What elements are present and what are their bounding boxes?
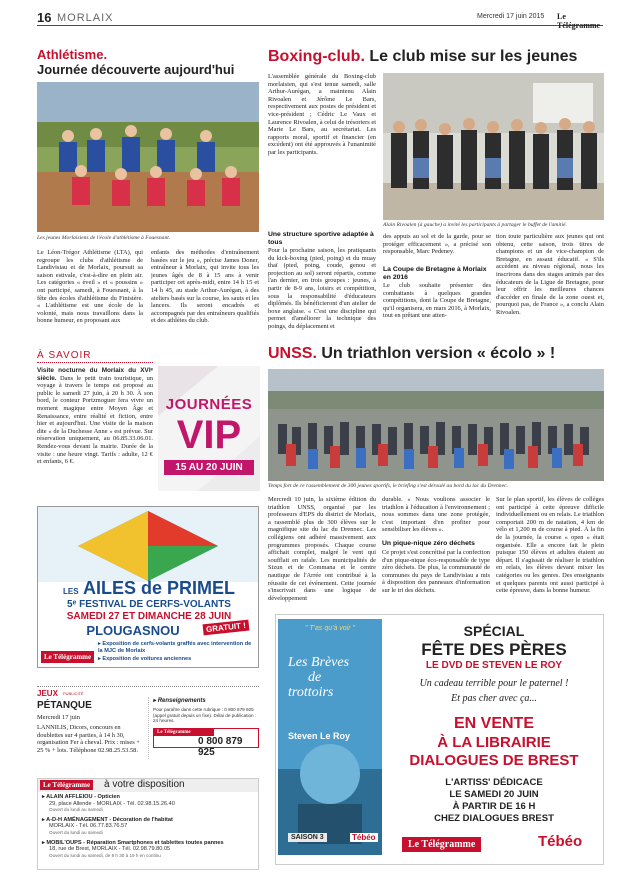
disposition-block: [37, 778, 259, 870]
section-name: MORLAIX: [57, 12, 114, 24]
primel-bullet-1: ▸ Exposition de cerfs-volants graffés avec intervention de la MJC de Morlaix: [98, 641, 252, 654]
disposition-item-hours: Ouvert du lundi au samedi: [49, 807, 103, 813]
boxing-photo: [383, 73, 604, 220]
disposition-item[interactable]: [42, 794, 254, 814]
jeux-heading: JEUX: [37, 689, 58, 698]
dvd-title: [288, 655, 378, 700]
a-savoir-title: Visite nocturne du Morlaix du XVIᵉ siècle.: [37, 367, 153, 382]
renseignements-phone-box[interactable]: [153, 728, 259, 758]
boxing-headline: [268, 48, 604, 66]
page-header: [37, 10, 603, 30]
fete-dedicace-4: CHEZ DIALOGUES BREST: [434, 813, 554, 824]
boxing-article: [268, 48, 604, 344]
jeux-text: LANNILIS, Dicors, concours en doublettes sur 4 parties, à 14 h 30, organisation Fer à cheval. Prix : mises + 25 % + lots. Téléphone 02.98.25.53.58.: [37, 724, 140, 754]
fete-brand: Le Télégramme: [402, 837, 481, 852]
fete-subtitle: LE DVD DE STEVEN LE ROY: [425, 660, 563, 671]
disposition-item-addr: 29, place Allende - MORLAIX - Tél. 02.98.15.26.40: [49, 800, 175, 807]
fete-dedicace-3: À PARTIR DE 16 H: [452, 801, 536, 812]
jeux-block: [37, 686, 259, 776]
unss-col-1: Mercredi 10 juin, la sixième édition du triathlon UNSS, organisé par les professeurs d'EPS du district de Morlaix, a rassemblé plus de 300 élèves sur le magnifique site du lac du Drennec. Les collégiens ont adhéré massivement aux programmes proposés. Chaque course affichait complet, malgré le vent qui soufflait en rafale. Les municipalités de Sizun et de Commana et le centre nautique de l'Arrée ont contribué à la réussite de cet événement. Cette journée s'inscrivait dans une logique de développement: [268, 496, 376, 602]
boxing-intro: L'assemblée générale du Boxing-club morlaisien, qui s'est tenue samedi, salle Arthur-Aurégan, a maintenu Alain Rivoalen et Jérôme Le Bars, respectivement aux postes de président et vice-président ; Cédric Le Vaux et Laurence Rivoalen, à celui de trésoriers et Marie Le Bars, au secrétariat. Les rapports moral, sportif et financier (en excédent) ont été approuvés à l'unanimité par les participants.: [268, 73, 376, 156]
unss-col-3: Sur le plan sportif, les élèves de collèges ont participé à cette épreuve difficile individuellement ou en relais. Le triathlon comportait 200 m de natation, 4 km de vélo et 1,200 m de course à pied. À la fin de la journée, la course « open » était organisée. Elle a encore fait le plein puisque 150 élèves et adultes étaient au départ. Il s'agissait de réaliser le triathlon en relais, les élèves devant mixer les catégories ou les genres. Des enseignants et quelques parents ont aussi participé à cette épreuve, dans la bonne humeur.: [496, 496, 604, 595]
fete-dedicace-1: L'ARTISS' DÉDICACE: [445, 777, 543, 788]
boxing-col-2: des appuis au sol et de la garde, pour se protéger efficacement », a précisé son responsable, Marc Pedeney.: [383, 233, 491, 256]
primel-place: PLOUGASNOU: [86, 623, 180, 638]
dvd-top-text: " T'as qu'à voir ": [304, 625, 356, 632]
vip-line2: VIP: [176, 413, 242, 457]
header-date: Mercredi 17 juin 2015: [477, 13, 545, 20]
disposition-title: à votre disposition: [104, 779, 185, 790]
boxing-kicker: Boxing-club.: [268, 48, 365, 65]
disposition-header: [38, 779, 258, 792]
a-savoir-body: Dans le petit train touristique, un voyage à travers le temps est proposé au public le samedi 27 juin, à 20 h 30. À son bord, le conteur Portzmoguer fera vivre un moment magique entre Moyen Âge et Renaissance, entre réalité et fiction, entre hier et aujourd'hui. Une visite de la maison dite « de la Duchesse Anne » est prévue. Sur réservation uniquement, au 06.85.33.06.01. Rendez-vous devant la mairie. Durée de la visite : une heure vingt. Tarifs : adulte, 12 € et enfants, 6 €.: [37, 374, 153, 466]
renseignements-brand: Le Télégramme: [154, 729, 214, 736]
primel-gratuit: GRATUIT !: [203, 620, 250, 636]
primel-name: AILES de PRIMEL: [83, 578, 236, 598]
a-savoir-heading: À SAVOIR: [37, 350, 153, 363]
primel-title: [38, 578, 259, 599]
disposition-item-name: ▸ MOBIL'OUPS - Réparation Smartphones et tablettes toutes pannes: [42, 839, 224, 846]
fete-librairie: À LA LIBRAIRIE: [437, 734, 551, 751]
fete-title: FÊTE DES PÈRES: [421, 640, 567, 659]
boxing-caption: Alain Rivoalen (à gauche) a invité les participants à partager le buffet de l'amitié.: [383, 222, 567, 228]
disposition-item-addr: MORLAIX - Tél. 06.77.83.76.57: [49, 823, 128, 830]
fete-script-1: Un cadeau terrible pour le paternel !: [419, 678, 569, 689]
a-savoir-text: [37, 367, 153, 489]
disposition-item-addr: 18, rue de Brest, MORLAIX - Tél. 02.98.79.80.05: [49, 846, 171, 853]
ad-ailes-de-primel[interactable]: [37, 506, 259, 668]
dvd-cover: [278, 619, 382, 855]
jeux-date: Mercredi 17 juin: [37, 714, 80, 721]
renseignements-phone: 0 800 879 925: [198, 735, 243, 758]
boxing-col-2b: Le club souhaite présenter des combattants à quelques grandes compétitions, dont la Coupe de Bretagne, qu'il organisera, en mars 2016, à Morlaix, tout en prêtant une atten-: [383, 282, 491, 320]
athletisme-caption: Les jeunes Morlaisiens de l'école d'athlétisme à Fouesnant.: [37, 235, 171, 241]
primel-brand: Le Télégramme: [41, 651, 94, 663]
unss-kicker: UNSS.: [268, 345, 317, 362]
page-number: 16: [37, 10, 52, 25]
unss-col-2: durable. « Nous voulions associer le triathlon à l'éducation à l'environnement ; nous sommes dans une zone protégée, c'est important d'en profiter pour sensibiliser les élèves ».: [382, 496, 490, 534]
disposition-brand: Le Télégramme: [40, 780, 93, 790]
jeux-tag: PUBLICITÉ: [63, 691, 84, 696]
athletisme-kicker: Athlétisme.: [37, 47, 108, 62]
primel-les: LES: [62, 587, 79, 596]
disposition-item-name: ▸ A-D-H AMÉNAGEMENT - Décoration de l'habitat: [42, 816, 173, 823]
primel-dates: SAMEDI 27 ET DIMANCHE 28 JUIN: [66, 611, 232, 622]
fete-tebeo: Tébéo: [538, 833, 583, 850]
unss-subhead: Un pique-nique zéro déchets: [382, 540, 475, 547]
renseignements-box: [148, 697, 259, 759]
vip-line1: JOURNÉES: [165, 396, 253, 413]
fete-speciale: SPÉCIAL: [463, 623, 525, 639]
fete-vente: EN VENTE: [453, 715, 534, 732]
fete-dedicace-2: LE SAMEDI 20 JUIN: [449, 789, 539, 800]
athletisme-title: Journée découverte aujourd'hui: [37, 62, 235, 77]
dvd-title-line1: Les Brèves: [288, 655, 350, 670]
vip-dates: 15 AU 20 JUIN: [164, 460, 254, 475]
athletisme-article: [37, 48, 259, 343]
primel-bullet-2: ▸ Exposition de voitures anciennes: [98, 656, 192, 662]
boxing-col-3: tion toute particulière aux jeunes qui ont obtenu, cette saison, trois titres de champions et un de vice-champion de Bretagne, en assaut éducatif. « S'ils accèdent au niveau régional, nous les inscrirons dans des stages animés par des éducateurs de la Ligue de Bretagne, pour leur offrir les meilleures chances d'accéder en finale de la zone ouest et, pourquoi pas, de France », a conclu Alain Rivoalen.: [496, 233, 604, 316]
athletisme-col-2: enfants des méthodes d'entraînement basées sur le jeu », précise James Doner, entraîneur à Morlaix, qui invite tous les jeunes âgés de 8 à 15 ans à venir participer cet après-midi, entre 14 h 15 et 14 h 45, au stade Arthur-Aurégan, à des ateliers basés sur la course, les sauts et les lancers. Ils seront encadrés et accompagnés par des entraîneurs qualifiés et des athlètes du club.: [151, 249, 259, 325]
boxing-subhead-2: La Coupe de Bretagne à Morlaix en 2016: [383, 266, 487, 281]
unss-col-2b: Ce projet s'est concrétisé par la confection d'un pique-nique éco-responsable de type zéro déchets. De plus, la communauté de communes du pays de Landivisiau a mis à disposition des panneaux d'information sur le tri des déchets.: [382, 549, 490, 594]
disposition-list: [38, 792, 258, 861]
disposition-item[interactable]: [42, 817, 254, 837]
athletisme-col-1: Le Léon-Trégor Athlétisme (LTA), qui regroupe les clubs d'athlétisme de Landivisiau et de Morlaix, poursuit sa saison estivale, c'est-à-dire en plein air. Les catégories « éveil » et « poussins » ont participé, samedi, à Fouesnant, à la fête des écoles d'athlétisme du Finistère. « L'athlétisme est une école de la volonté, mais nous travaillons dans la bonne humeur, en proposant aux: [37, 249, 143, 325]
boxing-col-1: Pour la prochaine saison, les pratiquants du kick-boxing (pied, poing) et du muay thaï (pied, poing, coude, genou et projection au sol) seront répartis, comme l'an dernier, en trois groupes : jeunes, à partir de 8-9 ans, loisirs et compétition, sous la responsabilité d'éducateurs diplômés. Ils bénéficieront d'un atelier de boxe anglaise. « C'est une discipline qui permet d'améliorer la technique des poings, du déplacement et: [268, 247, 376, 330]
dvd-title-line2: de: [308, 670, 322, 685]
dvd-title-line3: trottoirs: [288, 685, 334, 700]
unss-body: [268, 496, 604, 606]
disposition-item-name: ▸ ALAIN AFFLEIOU - Opticien: [42, 794, 120, 800]
fete-dialogues: DIALOGUES DE BREST: [409, 752, 579, 769]
unss-title: Un triathlon version « écolo » !: [321, 345, 556, 362]
primel-festival: 5ᵉ FESTIVAL DE CERFS-VOLANTS: [67, 599, 231, 610]
fete-dedicace: [386, 777, 602, 825]
jeux-title: PÉTANQUE: [37, 700, 92, 711]
ad-journees-vip[interactable]: [158, 366, 260, 491]
disposition-item[interactable]: [42, 840, 254, 860]
athletisme-photo: [37, 82, 259, 232]
header-paper: Le Télégramme: [557, 12, 601, 30]
unss-caption: Temps fort de ce rassemblement de 300 jeunes sportifs, le briefing s'est déroulé au bord du lac du Drennec.: [268, 483, 508, 489]
disposition-item-hours: Ouvert du lundi au samedi: [49, 829, 103, 835]
unss-article: [268, 345, 604, 495]
renseignements-title: ▸ Renseignements: [153, 698, 206, 704]
unss-photo: [268, 369, 604, 481]
ad-fete-des-peres[interactable]: [275, 614, 604, 865]
boxing-subhead-1: Une structure sportive adaptée à tous: [268, 231, 374, 246]
a-savoir-block: [37, 350, 153, 490]
dvd-saison: SAISON 3: [288, 833, 327, 842]
unss-headline: [268, 345, 604, 363]
boxing-title: Le club mise sur les jeunes: [369, 48, 578, 65]
fete-script-2: Et pas cher avec ça...: [451, 693, 537, 704]
disposition-item-hours: Ouvert du lundi au samedi, de 9 h 30 à 19 h en continu: [49, 852, 161, 858]
renseignements-text: Pour paraître dans cette rubrique : 0 800 879 925 (appel gratuit depuis un fixe). Délai de publication : 24 heures.: [153, 707, 257, 724]
dvd-tebeo: Tébéo: [352, 833, 376, 842]
dvd-author: Steven Le Roy: [288, 731, 351, 741]
